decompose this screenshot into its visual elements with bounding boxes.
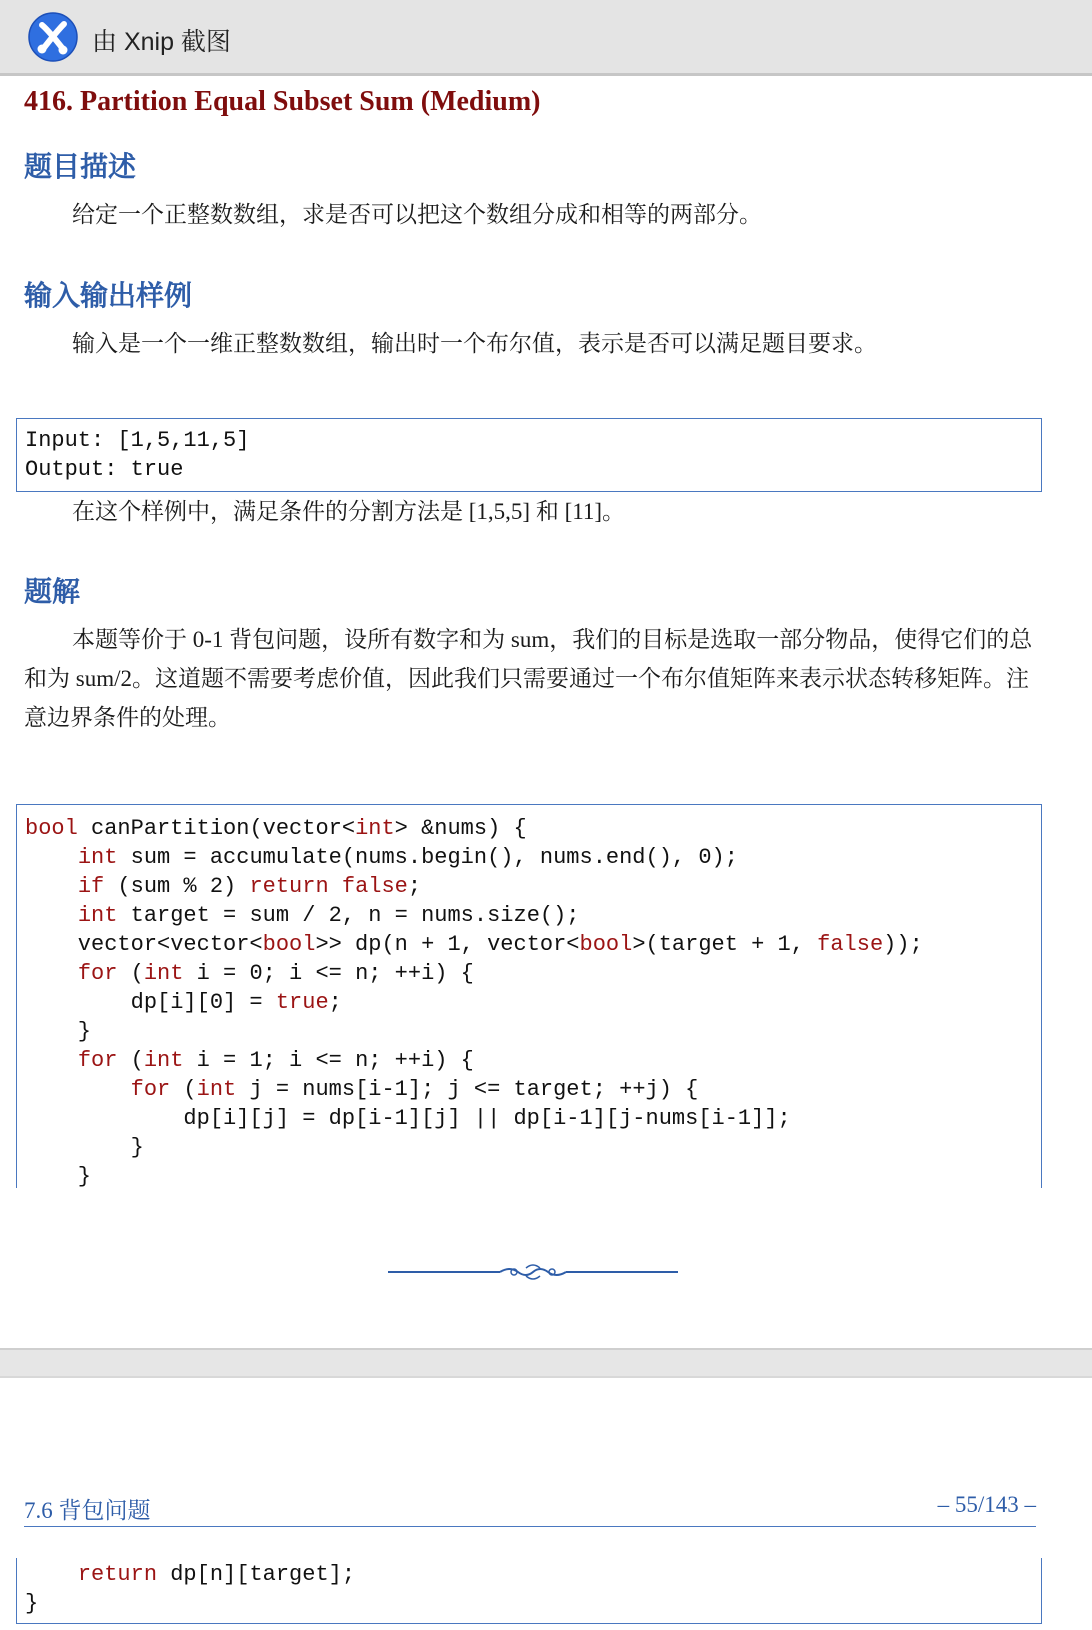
code-text: dp[n][target];: [157, 1562, 356, 1587]
code-text: >> dp(n + 1, vector<: [315, 932, 580, 957]
code-keyword: bool: [262, 932, 316, 957]
description-text: 给定一个正整数数组，求是否可以把这个数组分成和相等的两部分。: [72, 202, 762, 227]
code-line: [25, 930, 923, 959]
code-text: [25, 874, 78, 899]
code-text: }: [25, 1135, 144, 1160]
code-text: canPartition(vector<: [77, 816, 356, 841]
io-note: 在这个样例中，满足条件的分割方法是 [1,5,5] 和 [11]。: [72, 499, 626, 524]
code-keyword: int: [196, 1077, 237, 1102]
code-line: [25, 1589, 355, 1618]
code-text: ;: [407, 874, 422, 899]
code-keyword: int: [77, 845, 118, 870]
code-text: }: [25, 1019, 92, 1044]
code-line: [25, 959, 923, 988]
code-text: > &nums) {: [394, 816, 527, 841]
code-text: sum = accumulate(nums.begin(), nums.end(), 0);: [117, 845, 738, 870]
code-text: target = sum / 2, n = nums.size();: [117, 903, 580, 928]
section-heading-io: 输入输出样例: [24, 281, 193, 312]
xnip-app-icon[interactable]: [28, 12, 78, 62]
section-heading-solution: 题解: [24, 577, 81, 608]
code-keyword: if: [77, 874, 105, 899]
code-text: vector<vector<: [25, 932, 263, 957]
code-text: [25, 1562, 78, 1587]
code-text: [25, 1048, 78, 1073]
page-separator: [0, 1348, 1092, 1378]
code-text: }: [25, 1591, 39, 1616]
code-text: ;: [328, 990, 342, 1015]
io-example-line: Input: [1,5,11,5]: [25, 428, 250, 453]
code-text: [25, 845, 78, 870]
code-text: (sum % 2): [104, 874, 250, 899]
code-line: [25, 901, 923, 930]
code-block: [16, 804, 1042, 1188]
io-example-box: [16, 418, 1042, 492]
code-line: [25, 1104, 923, 1133]
code-keyword: int: [77, 903, 118, 928]
code-line: [25, 1046, 923, 1075]
code-keyword: return false: [249, 874, 408, 899]
code-listing: [25, 814, 923, 1188]
problem-title: 416. Partition Equal Subset Sum (Medium): [24, 86, 541, 117]
window-title-bar: [0, 0, 1092, 76]
code-keyword: for: [130, 1077, 171, 1102]
page-number: – 55/143 –: [937, 1492, 1036, 1517]
code-keyword: int: [355, 816, 395, 841]
solution-text: 本题等价于 0-1 背包问题，设所有数字和为 sum，我们的目标是选取一部分物品，使得它们的总和为 sum/2。这道题不需要考虑价值，因此我们只需要通过一个布尔值矩阵来表示状态转移矩阵。注意边界条件的处理。: [24, 627, 1033, 730]
code-keyword: bool: [579, 932, 633, 957]
code-line: [25, 872, 923, 901]
code-line: [25, 1162, 923, 1188]
code-text: j = nums[i-1]; j <= target; ++j) {: [236, 1077, 699, 1102]
code-keyword: for: [77, 961, 118, 986]
code-text: dp[i][j] = dp[i-1][j] || dp[i-1][j-nums[i-1]];: [25, 1106, 791, 1131]
code-text: [25, 961, 78, 986]
code-text: ));: [883, 932, 923, 957]
code-block-continued: [16, 1558, 1042, 1624]
section-end-ornament-icon: [388, 1262, 678, 1282]
code-line: [25, 988, 923, 1017]
code-text: [25, 1077, 131, 1102]
code-text: i = 0; i <= n; ++i) {: [183, 961, 474, 986]
running-header-section: 7.6 背包问题: [24, 1498, 151, 1523]
app-title: 由 Xnip 截图: [92, 28, 231, 56]
code-text: }: [25, 1164, 92, 1188]
code-line: [25, 1075, 923, 1104]
code-line: [25, 1560, 355, 1589]
code-listing-continued: [25, 1560, 355, 1618]
code-line: [25, 814, 923, 843]
io-text: 输入是一个一维正整数数组，输出时一个布尔值，表示是否可以满足题目要求。: [72, 331, 877, 356]
code-text: dp[i][0] =: [25, 990, 276, 1015]
code-line: [25, 1133, 923, 1162]
header-rule: [24, 1526, 1036, 1527]
code-keyword: int: [143, 961, 184, 986]
code-keyword: for: [77, 1048, 118, 1073]
code-keyword: int: [143, 1048, 184, 1073]
code-text: i = 1; i <= n; ++i) {: [183, 1048, 474, 1073]
code-text: (: [170, 1077, 197, 1102]
code-text: >(target + 1,: [632, 932, 818, 957]
code-keyword: return: [77, 1562, 158, 1587]
code-keyword: true: [275, 990, 329, 1015]
code-text: (: [117, 961, 144, 986]
io-example-line: Output: true: [25, 457, 184, 482]
code-line: [25, 1017, 923, 1046]
code-keyword: bool: [25, 816, 78, 841]
code-text: [25, 903, 78, 928]
code-line: [25, 843, 923, 872]
io-example-code: [25, 426, 249, 484]
code-keyword: false: [817, 932, 884, 957]
code-text: (: [117, 1048, 144, 1073]
section-heading-description: 题目描述: [24, 152, 137, 183]
